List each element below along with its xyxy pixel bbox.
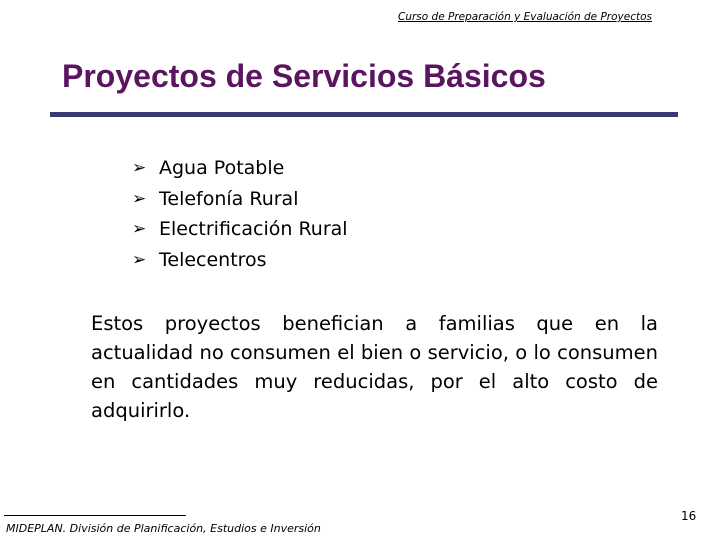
list-item-label: Telecentros: [159, 248, 267, 271]
footer-divider: [4, 515, 186, 516]
arrow-bullet-icon: ➢: [132, 219, 147, 240]
title-divider: [50, 112, 678, 117]
arrow-bullet-icon: ➢: [132, 188, 147, 209]
list-item: [132, 153, 348, 184]
list-item: [132, 214, 348, 245]
list-item: [132, 245, 348, 276]
arrow-bullet-icon: ➢: [132, 249, 147, 270]
list-item-label: Agua Potable: [159, 157, 285, 180]
body-paragraph: Estos proyectos benefician a familias que en la actualidad no consumen el bien o servicio, o lo consumen en cantidades muy reducidas, por el alto costo de adquirirlo.: [91, 312, 658, 422]
page-number: 16: [681, 509, 697, 523]
slide-title: Proyectos de Servicios Básicos: [62, 58, 546, 94]
list-item-label: Electrificación Rural: [159, 218, 348, 241]
list-item-label: Telefonía Rural: [159, 187, 299, 210]
header-course-title: Curso de Preparación y Evaluación de Proyectos: [398, 11, 653, 23]
footer-organization: MIDEPLAN. División de Planificación, Estudios e Inversión: [6, 522, 321, 535]
list-item: [132, 184, 348, 215]
bullet-list: [132, 153, 348, 275]
arrow-bullet-icon: ➢: [132, 158, 147, 179]
